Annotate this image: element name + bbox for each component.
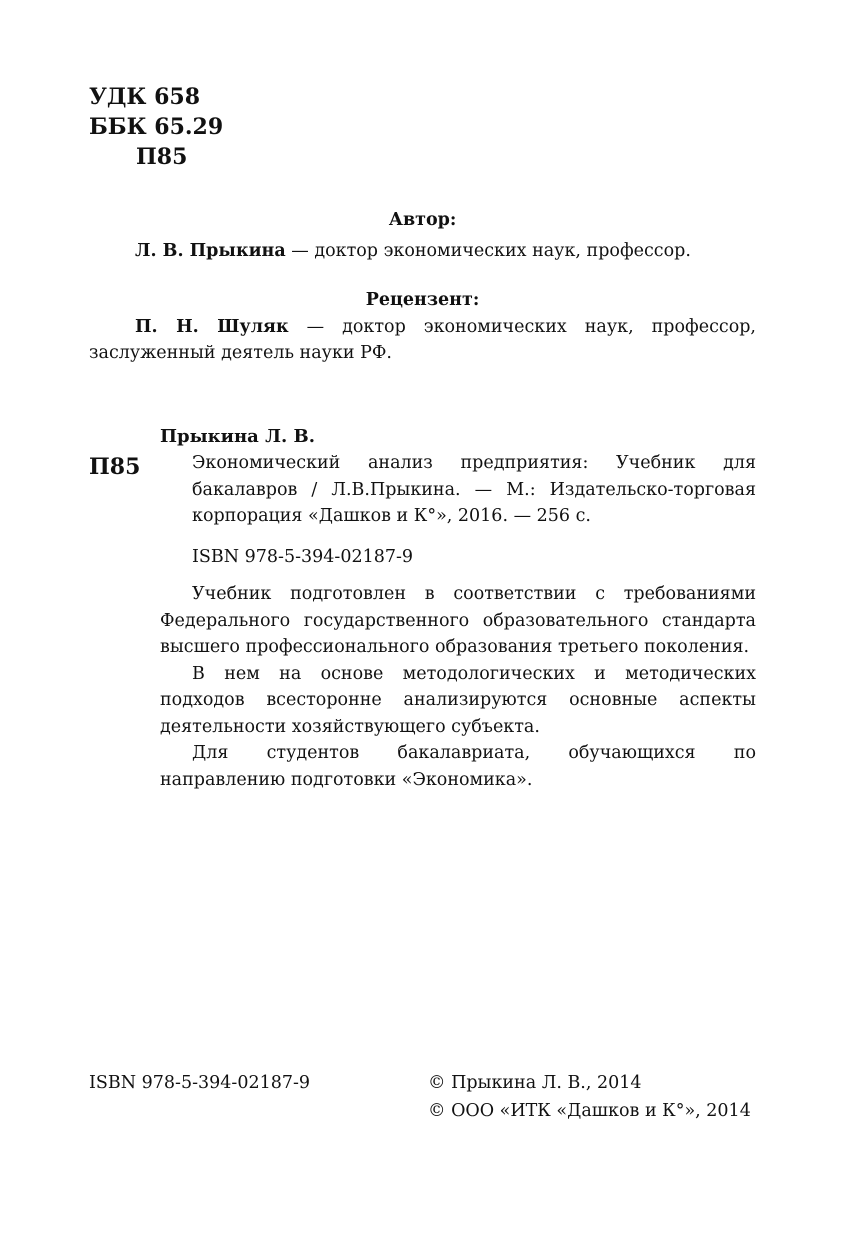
copyright-publisher: © ООО «ИТК «Дашков и К°», 2014 (428, 1101, 751, 1121)
reviewer-info (89, 314, 756, 366)
reviewer-name: П. Н. Шуляк (135, 317, 289, 337)
author-name: Л. В. Прыкина (135, 241, 286, 261)
footer-isbn: ISBN 978-5-394-02187-9 (89, 1073, 311, 1093)
author-mark: П85 (136, 144, 188, 170)
annotation-paragraph: Для студентов бакалавриата, обучающихся по направлению подготовки «Экономика». (160, 743, 756, 790)
bbk-code: ББК 65.29 (89, 114, 224, 140)
copyright-block (428, 1069, 751, 1125)
reviewer-description: — доктор экономических наук, профессор, заслуженный деятель науки РФ. (89, 317, 756, 363)
copyright-author: © Прыкина Л. В., 2014 (428, 1073, 642, 1093)
annotation (160, 581, 756, 793)
classification-codes (89, 82, 223, 172)
bibliographic-entry: Экономический анализ предприятия: Учебник для бакалавров / Л.В.Прыкина. — М.: Издательско-торговая корпорация «Дашков и К°», 2016. — 256 с. (192, 453, 756, 526)
catalog-isbn: ISBN 978-5-394-02187-9 (192, 547, 414, 567)
author-info (89, 238, 756, 264)
annotation-paragraph: Учебник подготовлен в соответствии с требованиями Федерального государственного образовательного стандарта высшего профессионального образования третьего поколения. (160, 584, 756, 657)
annotation-paragraph: В нем на основе методологических и методических подходов всесторонне анализируются основные аспекты деятельности хозяйствующего субъекта. (160, 663, 756, 737)
author-description: — доктор экономических наук, профессор. (285, 241, 691, 261)
udk-code: УДК 658 (89, 84, 201, 110)
reviewer-heading: Рецензент: (365, 290, 480, 310)
catalog-author-mark: П85 (89, 454, 141, 480)
author-heading: Автор: (388, 210, 457, 230)
catalog-author-heading: Прыкина Л. В. (160, 426, 316, 447)
